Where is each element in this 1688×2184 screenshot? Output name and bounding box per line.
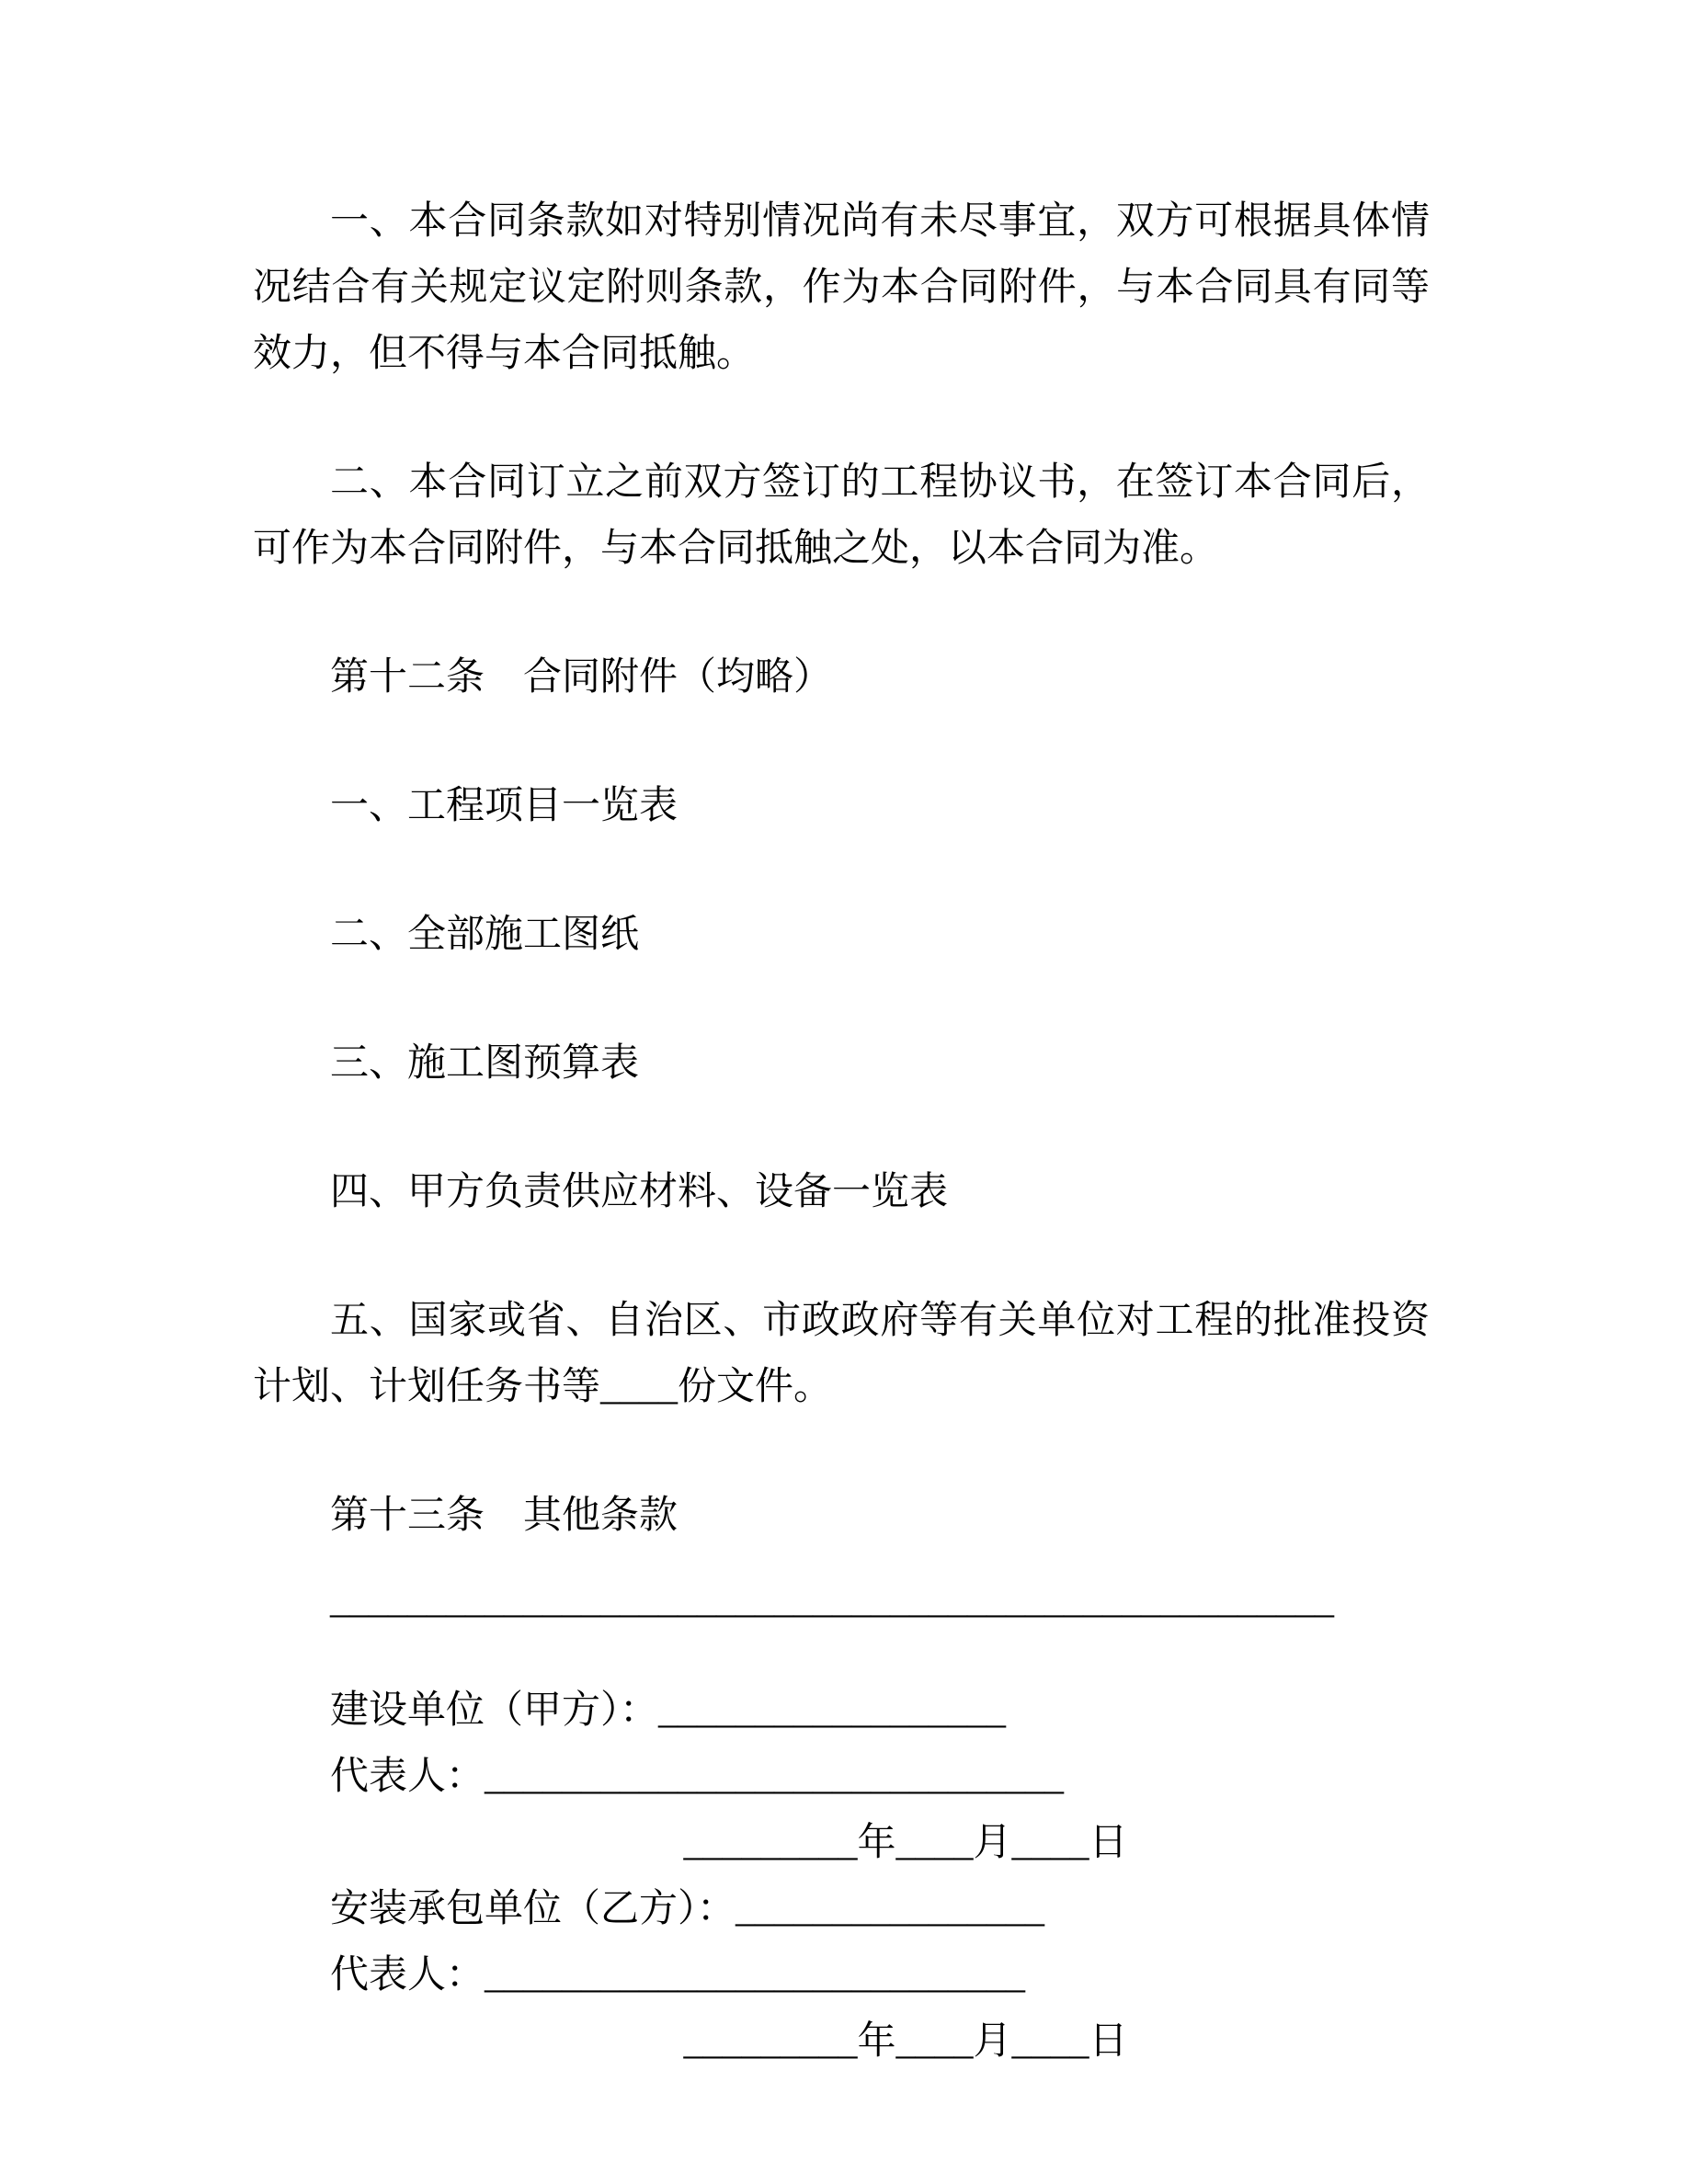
representative-b-label: 代表人： (330, 1954, 485, 1996)
attachment-item-2: 二、全部施工图纸 (330, 914, 640, 956)
party-b-signature-row (253, 1876, 1430, 1942)
representative-b-fill-line: ____________________________ (485, 1954, 1026, 1996)
date-line-party-b: _________年____月____日 (683, 2020, 1128, 2063)
clause-eleven-item-1: 一、本合同条款如对特别情况尚有未尽事宜，双方可根据具体情况结合有关规定议定附则条款，作为本合同附件，与本合同具有同等效力，但不得与本合同抵触。 (253, 200, 1430, 375)
party-a-label: 建设单位（甲方）： (330, 1689, 659, 1732)
attachment-item-5: 五、国家或省、自治区、市政政府等有关单位对工程的批准投资计划、计划任务书等____份文件。 (253, 1300, 1430, 1408)
attachment-item-4: 四、甲方负责供应材料、设备一览表 (330, 1171, 949, 1213)
article-13-heading: 第十三条 其他条款 (330, 1495, 679, 1537)
party-a-fill-line: __________________ (658, 1689, 1007, 1732)
representative-a-label: 代表人： (330, 1756, 485, 1798)
party-b-label: 安装承包单位（乙方）： (330, 1888, 736, 1930)
clause-eleven-item-2: 二、本合同订立之前双方签订的工程协议书，在签订本合同后，可作为本合同附件，与本合同抵触之处，以本合同为准。 (253, 461, 1430, 570)
representative-b-row (253, 1942, 1430, 2008)
representative-a-fill-line: ______________________________ (485, 1756, 1065, 1798)
party-a-signature-row (253, 1678, 1430, 1744)
date-line-party-a: _________年____月____日 (683, 1822, 1128, 1864)
attachment-item-1: 一、工程项目一览表 (330, 785, 679, 827)
party-b-fill-line: ________________ (736, 1888, 1045, 1930)
representative-a-row (253, 1744, 1430, 1810)
other-terms-fill-line: ____________________________________________________ (330, 1579, 1334, 1621)
attachment-item-3: 三、施工图预算表 (330, 1042, 640, 1085)
article-12-heading: 第十二条 合同附件（均略） (330, 656, 833, 699)
